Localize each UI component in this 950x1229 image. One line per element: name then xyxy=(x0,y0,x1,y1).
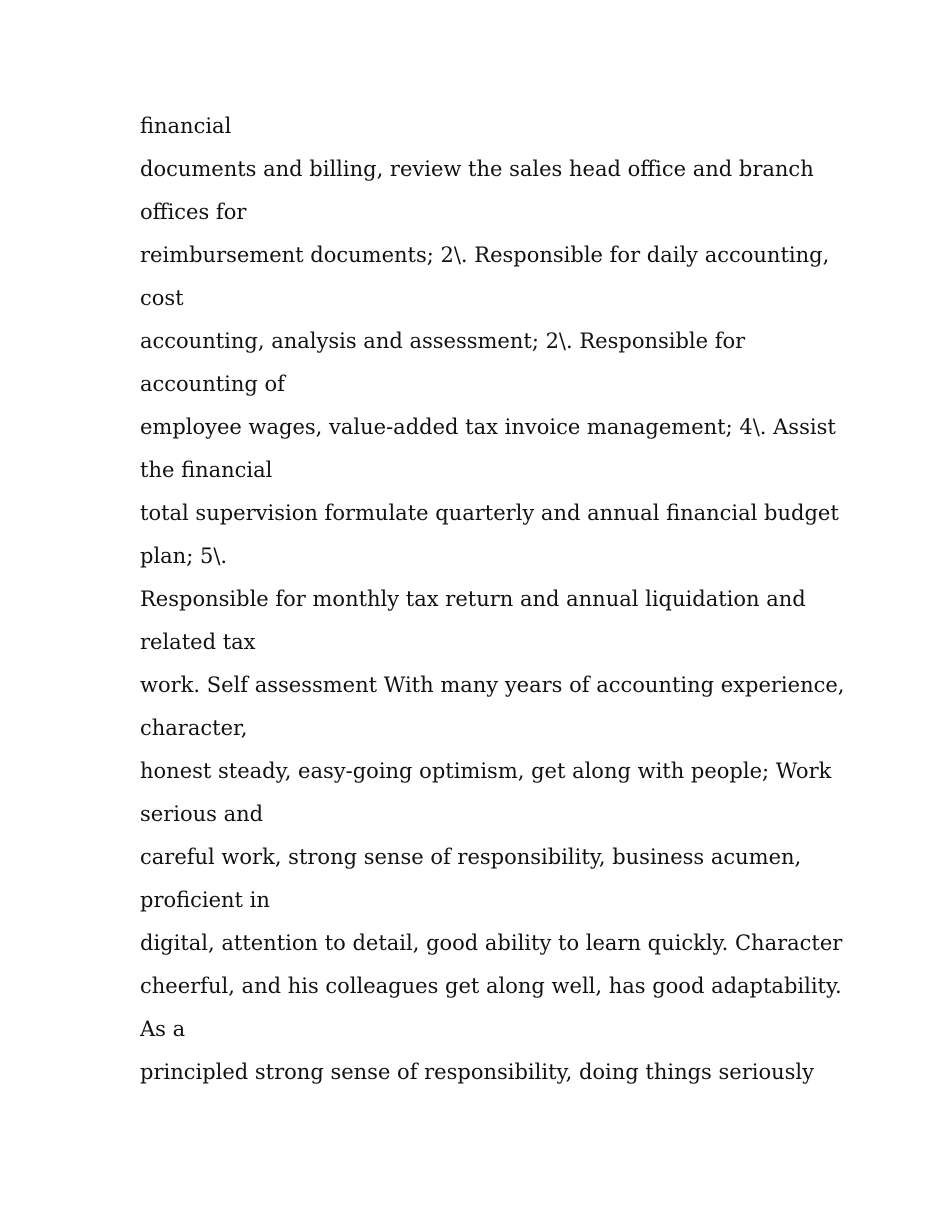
text-line: accounting, analysis and assessment; 2\. Responsible for xyxy=(140,329,746,353)
text-line: careful work, strong sense of responsibility, business acumen, xyxy=(140,845,802,869)
text-line: digital, attention to detail, good ability to learn quickly. Character xyxy=(140,931,843,955)
text-line: serious and xyxy=(140,802,264,826)
text-line: As a xyxy=(140,1017,186,1041)
text-line: total supervision formulate quarterly and annual financial budget xyxy=(140,501,839,525)
text-line: cost xyxy=(140,286,184,310)
body-text xyxy=(140,105,845,1094)
text-line: proficient in xyxy=(140,888,270,912)
text-line: plan; 5\. xyxy=(140,544,228,568)
text-line: employee wages, value-added tax invoice management; 4\. Assist xyxy=(140,415,836,439)
text-line: Responsible for monthly tax return and annual liquidation and xyxy=(140,587,806,611)
text-line: related tax xyxy=(140,630,256,654)
text-line: offices for xyxy=(140,200,247,224)
text-line: reimbursement documents; 2\. Responsible for daily accounting, xyxy=(140,243,830,267)
text-line: character, xyxy=(140,716,248,740)
text-line: documents and billing, review the sales head office and branch xyxy=(140,157,814,181)
text-line: honest steady, easy-going optimism, get along with people; Work xyxy=(140,759,832,783)
text-line: accounting of xyxy=(140,372,285,396)
text-line: work. Self assessment With many years of accounting experience, xyxy=(140,673,845,697)
text-line: financial xyxy=(140,114,232,138)
text-line: the financial xyxy=(140,458,273,482)
text-line: cheerful, and his colleagues get along well, has good adaptability. xyxy=(140,974,842,998)
text-line: principled strong sense of responsibility, doing things seriously xyxy=(140,1060,814,1084)
